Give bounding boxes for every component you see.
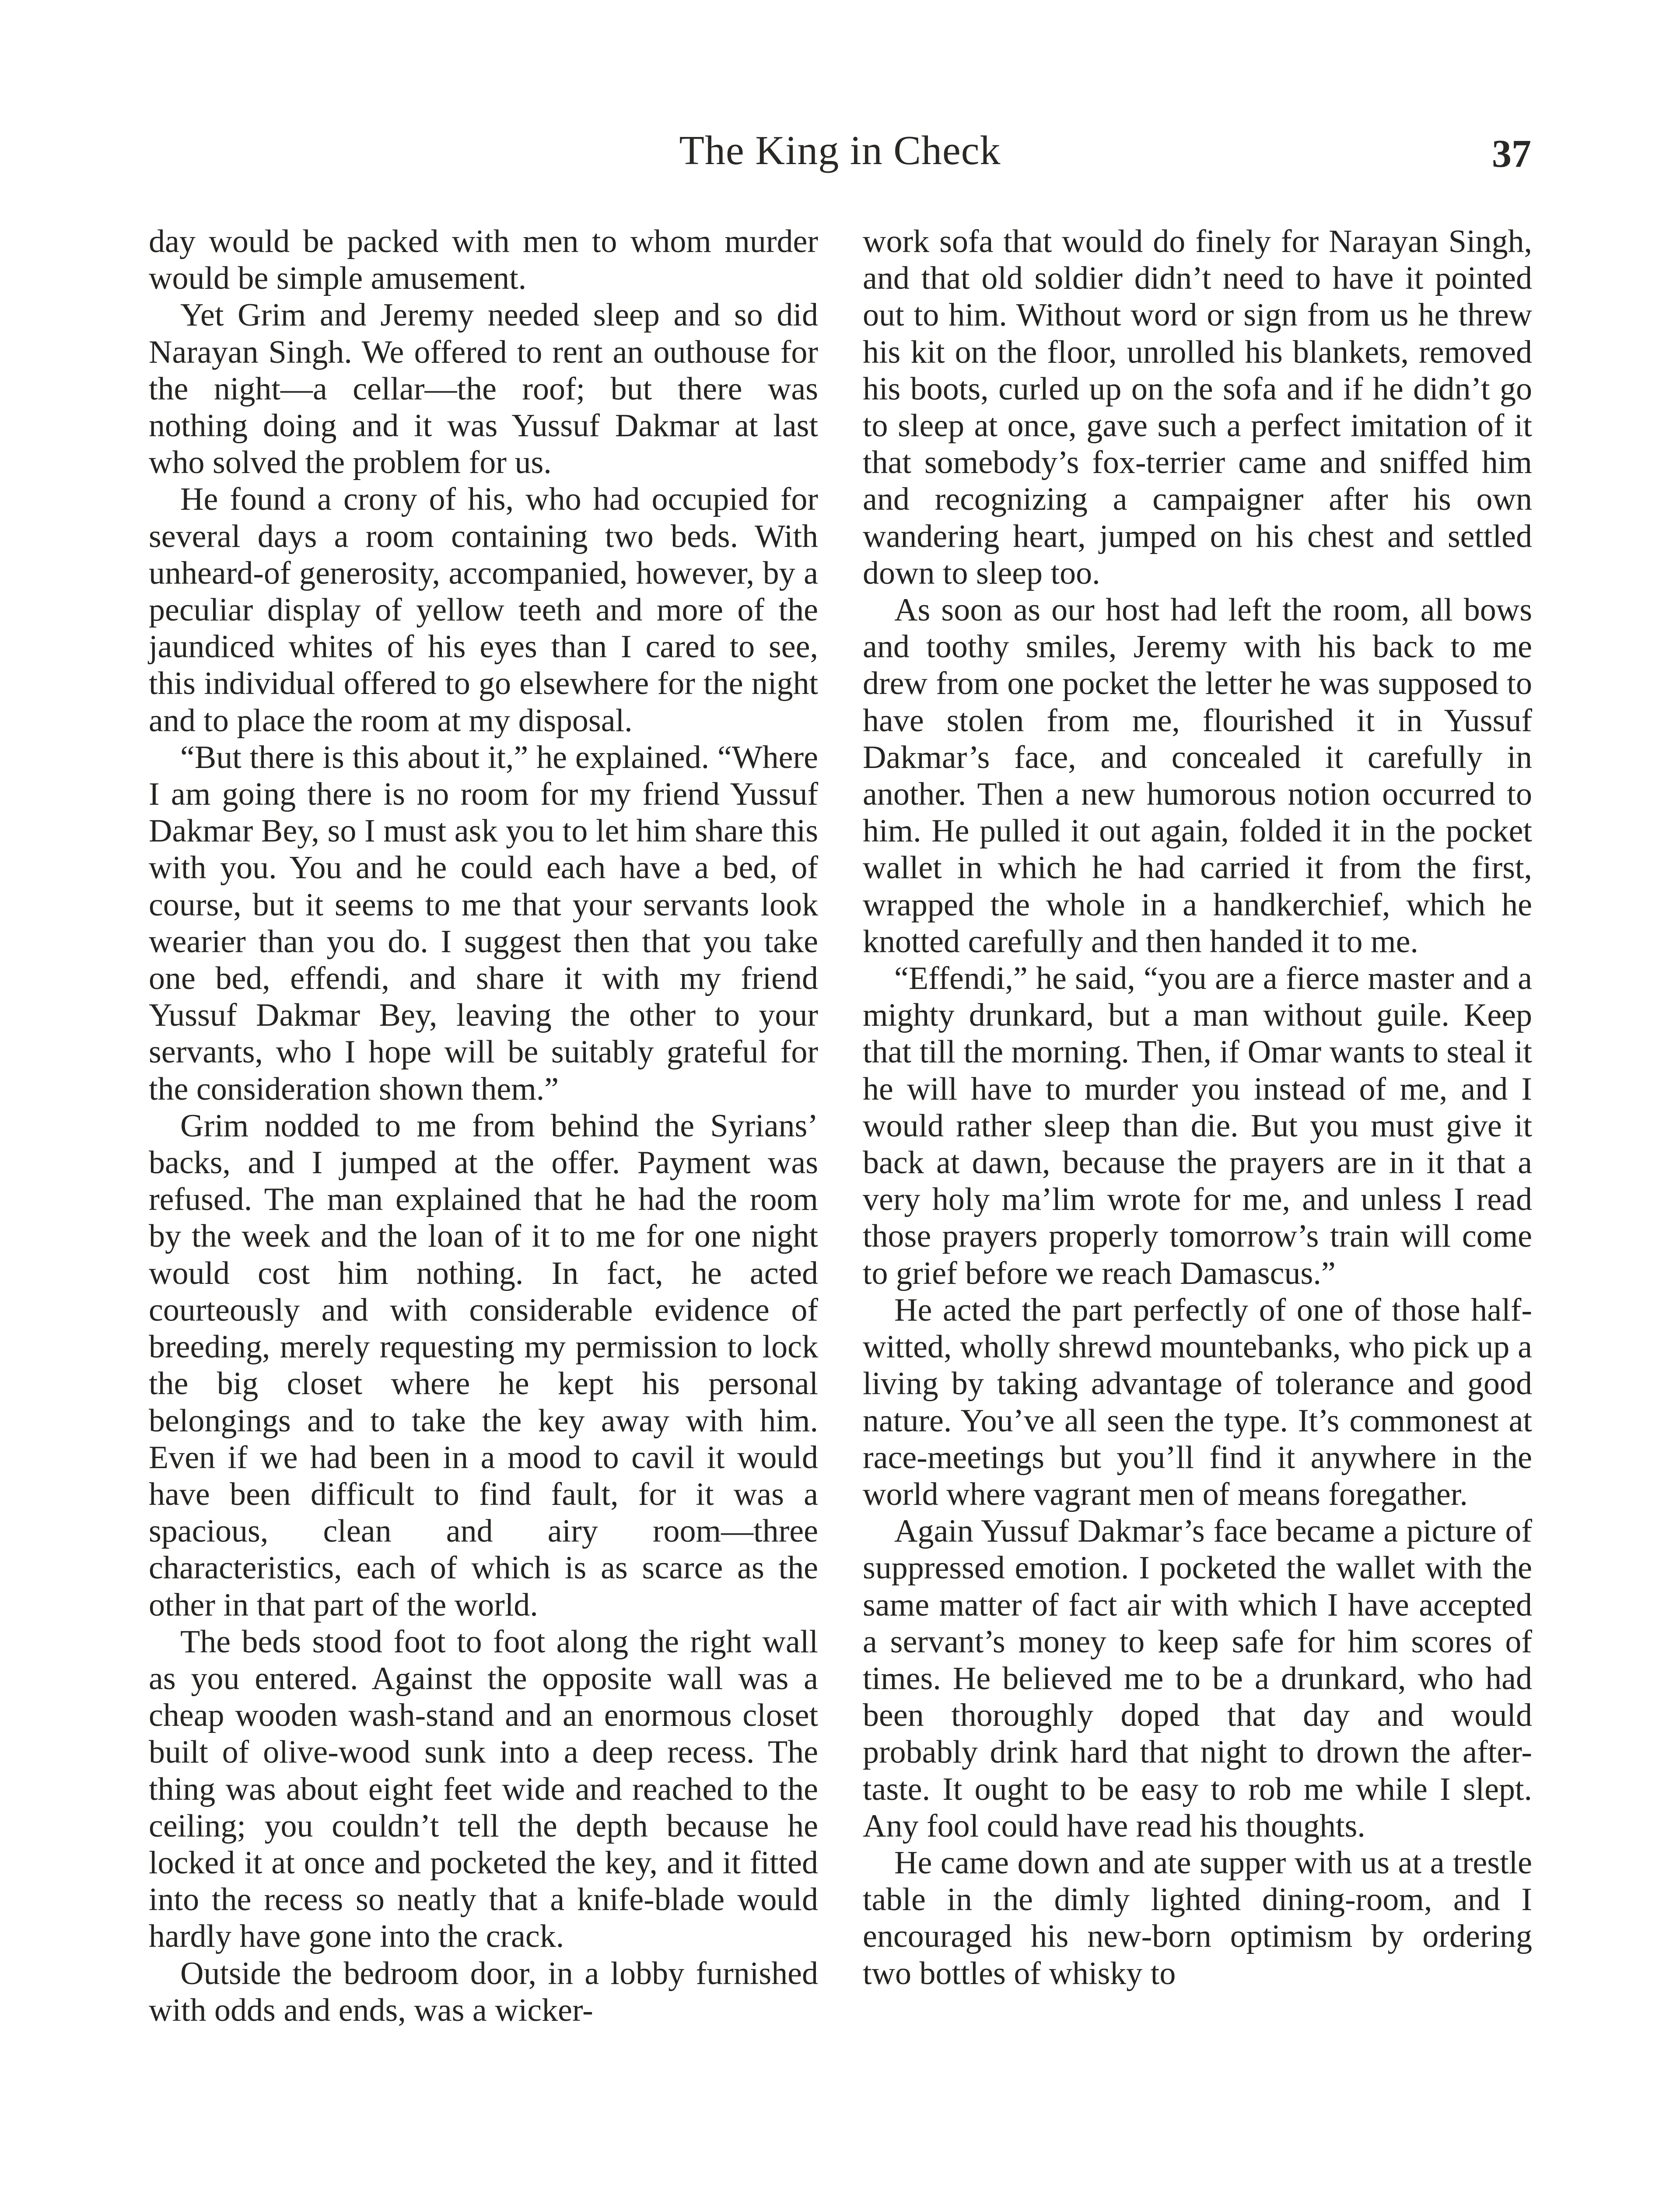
paragraph: “But there is this about it,” he explained. “Where I am going there is no room for my friend Yussuf Dakmar Bey, so I must ask you to let him share this with you. You and he could each have a bed, of course, but it seems to me that your servants look wearier than you do. I suggest then that you take one bed, effendi, and share it with my friend Yussuf Dakmar Bey, leaving the other to your servants, who I hope will be suitably grateful for the consideration shown them.” <box>149 739 818 1107</box>
paragraph: Outside the bedroom door, in a lobby furnished with odds and ends, was a wicker- <box>149 1955 818 2028</box>
paragraph: He found a crony of his, who had occupied for several days a room containing two beds. With unheard-of generosity, accompanied, however, by a peculiar display of yellow teeth and more of the jaundiced whites of his eyes than I cared to see, this individual offered to go elsewhere for the night and to place the room at my disposal. <box>149 481 818 739</box>
paragraph: As soon as our host had left the room, all bows and toothy smiles, Jeremy with his back to me drew from one pocket the letter he was supposed to have stolen from me, flourished it in Yussuf Dakmar’s face, and concealed it carefully in another. Then a new humorous notion occurred to him. He pulled it out again, folded it in the pocket wallet in which he had carried it from the first, wrapped the whole in a handkerchief, which he knotted carefully and then handed it to me. <box>863 592 1532 960</box>
page-number: 37 <box>1492 132 1531 175</box>
paragraph: “Effendi,” he said, “you are a fierce master and a mighty drunkard, but a man without guile. Keep that till the morning. Then, if Omar wants to steal it he will have to murder you instead of me, and I would rather sleep than die. But you must give it back at dawn, because the prayers are in it that a very holy ma’lim wrote for me, and unless I read those prayers properly tomorrow’s train will come to grief before we reach Damascus.” <box>863 961 1532 1291</box>
running-title: The King in Check <box>679 128 1001 173</box>
text-column-left <box>149 223 818 2029</box>
paragraph: The beds stood foot to foot along the right wall as you entered. Against the opposite wall was a cheap wooden wash-stand and an enormous closet built of olive-wood sunk into a deep recess. The thing was about eight feet wide and reached to the ceiling; you couldn’t tell the depth because he locked it at once and pocketed the key, and it fitted into the recess so neatly that a knife-blade would hardly have gone into the crack. <box>149 1623 818 1955</box>
paragraph: He came down and ate supper with us at a trestle table in the dimly lighted dining-room, and I encouraged his new-born optimism by ordering two bottles of whisky to <box>863 1844 1532 1992</box>
paragraph: work sofa that would do finely for Narayan Singh, and that old soldier didn’t need to have it pointed out to him. Without word or sign from us he threw his kit on the floor, unrolled his blankets, removed his boots, curled up on the sofa and if he didn’t go to sleep at once, gave such a perfect imitation of it that somebody’s fox-terrier came and sniffed him and recognizing a campaigner after his own wandering heart, jumped on his chest and settled down to sleep too. <box>863 224 1532 591</box>
paragraph: He acted the part perfectly of one of those half-witted, wholly shrewd mountebanks, who pick up a living by taking advantage of tolerance and good nature. You’ve all seen the type. It’s commonest at race-meetings but you’ll find it anywhere in the world where vagrant men of means foregather. <box>863 1292 1532 1512</box>
running-head <box>0 127 1680 188</box>
paragraph: Grim nodded to me from behind the Syrians’ backs, and I jumped at the offer. Payment was refused. The man explained that he had the room by the week and the loan of it to me for one night would cost him nothing. In fact, he acted courteously and with considerable evidence of breeding, merely requesting my permission to lock the big closet where he kept his personal belongings and to take the key away with him. Even if we had been in a mood to cavil it would have been difficult to find fault, for it was a spacious, clean and airy room—three characteristics, each of which is as scarce as the other in that part of the world. <box>149 1108 818 1623</box>
paragraph: Again Yussuf Dakmar’s face became a picture of suppressed emotion. I pocketed the wallet with the same matter of fact air with which I have accepted a servant’s money to keep safe for him scores of times. He believed me to be a drunkard, who had been thoroughly doped that day and would probably drink hard that night to drown the after-taste. It ought to be easy to rob me while I slept. Any fool could have read his thoughts. <box>863 1513 1532 1844</box>
text-column-right <box>863 223 1532 1992</box>
paragraph: day would be packed with men to whom murder would be simple amusement. <box>149 224 818 297</box>
paragraph: Yet Grim and Jeremy needed sleep and so did Narayan Singh. We offered to rent an outhouse for the night—a cellar—the roof; but there was nothing doing and it was Yussuf Dakmar at last who solved the problem for us. <box>149 297 818 481</box>
